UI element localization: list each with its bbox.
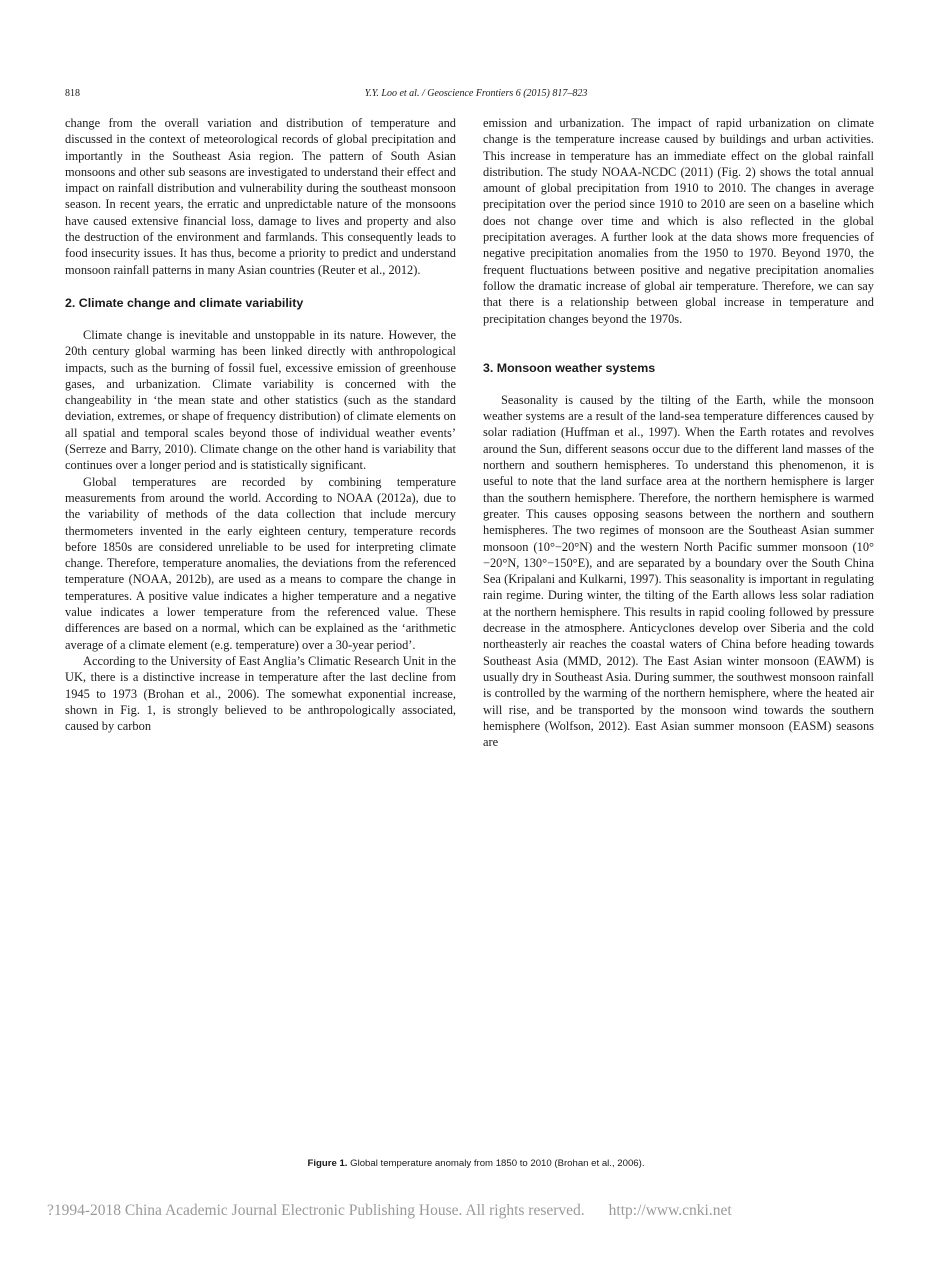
- page-number: 818: [65, 88, 80, 99]
- paragraph: Climate change is inevitable and unstoppable in its nature. However, the 20th century global warming has been linked directly with anthropological impacts, such as the burning of fossil fuel, excessive emission of greenhouse gases, and urbanization. Climate variability is concerned with the changeability in ‘the mean state and other statistics (such as the standard deviation, extremes, or shape of frequency distribution) of climate elements on all spatial and temporal scales beyond those of individual weather events’ (Serreze and Barry, 2010). Climate change on the other hand is variability that continues over a longer period and is statistically significant.: [65, 327, 456, 473]
- paragraph: According to the University of East Anglia’s Climatic Research Unit in the UK, there is a distinctive increase in temperature after the last decline from 1945 to 1973 (Brohan et al., 2006). The somewhat exponential increase, shown in Fig. 1, is strongly believed to be anthropologically associated, caused by carbon: [65, 653, 456, 734]
- copyright-text: ?1994-2018 China Academic Journal Electronic Publishing House. All rights reserved.: [47, 1202, 585, 1219]
- running-header: Y.Y. Loo et al. / Geoscience Frontiers 6 (2015) 817–823: [364, 88, 588, 99]
- copyright-watermark: [47, 1202, 732, 1220]
- right-column: [483, 115, 874, 750]
- paragraph: change from the overall variation and distribution of temperature and discussed in the context of meteorological records of global precipitation and importantly in the Southeast Asia region. The pattern of South Asian monsoons and other sub seasons are investigated to understand their effect and impact on rainfall distribution and vulnerability during the southeast monsoon season. In recent years, the erratic and unpredictable nature of the monsoons have caused extensive financial loss, damage to lives and property and also the destruction of the environment and farmlands. This consequently leads to food insecurity issues. It has thus, become a priority to predict and understand monsoon rainfall patterns in many Asian countries (Reuter et al., 2012).: [65, 116, 456, 277]
- section-heading: 2. Climate change and climate variability: [65, 295, 304, 310]
- left-column: [65, 115, 456, 734]
- paragraph: Seasonality is caused by the tilting of the Earth, while the monsoon weather systems are a result of the land-sea temperature differences caused by solar radiation (Huffman et al., 1997). When the Earth rotates and revolves around the Sun, different seasons occur due to the different land masses of the northern and southern hemispheres. To understand this phenomenon, it is useful to note that the land surface area at the northern hemisphere is larger than the southern hemisphere. Therefore, the northern hemisphere is warmed greater. This causes opposing seasons between the northern and southern hemispheres. The two regimes of monsoon are the Southeast Asian summer monsoon (10°−20°N) and the western North Pacific summer monsoon (10°−20°N, 130°−150°E), and are separated by a boundary over the South China Sea (Kripalani and Kulkarni, 1997). This seasonality is important in regulating rain regime. During winter, the tilting of the Earth allows less solar radiation at the northern hemisphere. This results in rapid cooling followed by pressure decrease in the atmosphere. Anticyclones develop over Siberia and the cold northeasterly air reaches the coastal waters of China before heading towards Southeast Asia (MMD, 2012). The East Asian winter monsoon (EAWM) is usually dry in Southeast Asia. During summer, the southwest monsoon rainfall is controlled by the warming of the northern hemisphere, where the heated air will rise, and be transported by the monsoon wind towards the southern hemisphere (Wolfson, 2012). East Asian summer monsoon (EASM) seasons are: [483, 392, 874, 750]
- paragraph: Global temperatures are recorded by combining temperature measurements from around the world. According to NOAA (2012a), due to the variability of methods of the data collection that include mercury thermometers invented in the early eighteen century, temperature records before 1850s are considered unreliable to be used for interpreting climate change. Therefore, temperature anomalies, the deviations from the referenced temperature (NOAA, 2012b), are used as a means to compare the change in temperatures. A positive value indicates a higher temperature and a negative value indicates a lower temperature from the referenced value. These differences are based on a normal, which can be explained as the ‘arithmetic average of a climate element (e.g. temperature) over a 30-year period’.: [65, 474, 456, 652]
- figure-caption-text: Global temperature anomaly from 1850 to 2010 (Brohan et al., 2006).: [350, 1158, 645, 1169]
- section-heading: 3. Monsoon weather systems: [483, 360, 656, 375]
- figure-caption: [0, 1158, 952, 1169]
- figure-label: Figure 1.: [307, 1158, 348, 1169]
- paragraph: emission and urbanization. The impact of rapid urbanization on climate change is the temperature increase caused by buildings and urban activities. This increase in temperature has an immediate effect on the global rainfall distribution. The study NOAA-NCDC (2011) (Fig. 2) shows the total annual amount of global precipitation from 1910 to 2010. The changes in average precipitation over the period since 1910 to 2010 are seen on a baseline which does not change over time and which is also reflected in the global precipitation averages. A further look at the data shows more frequencies of negative precipitation anomalies from the 1950 to 1970. Beyond 1970, the frequent fluctuations between positive and negative precipitation anomalies follow the dramatic increase of global air temperature. Therefore, we can say that there is a relationship between global increase in temperature and precipitation changes beyond the 1970s.: [483, 116, 874, 326]
- watermark-url: http://www.cnki.net: [608, 1202, 732, 1219]
